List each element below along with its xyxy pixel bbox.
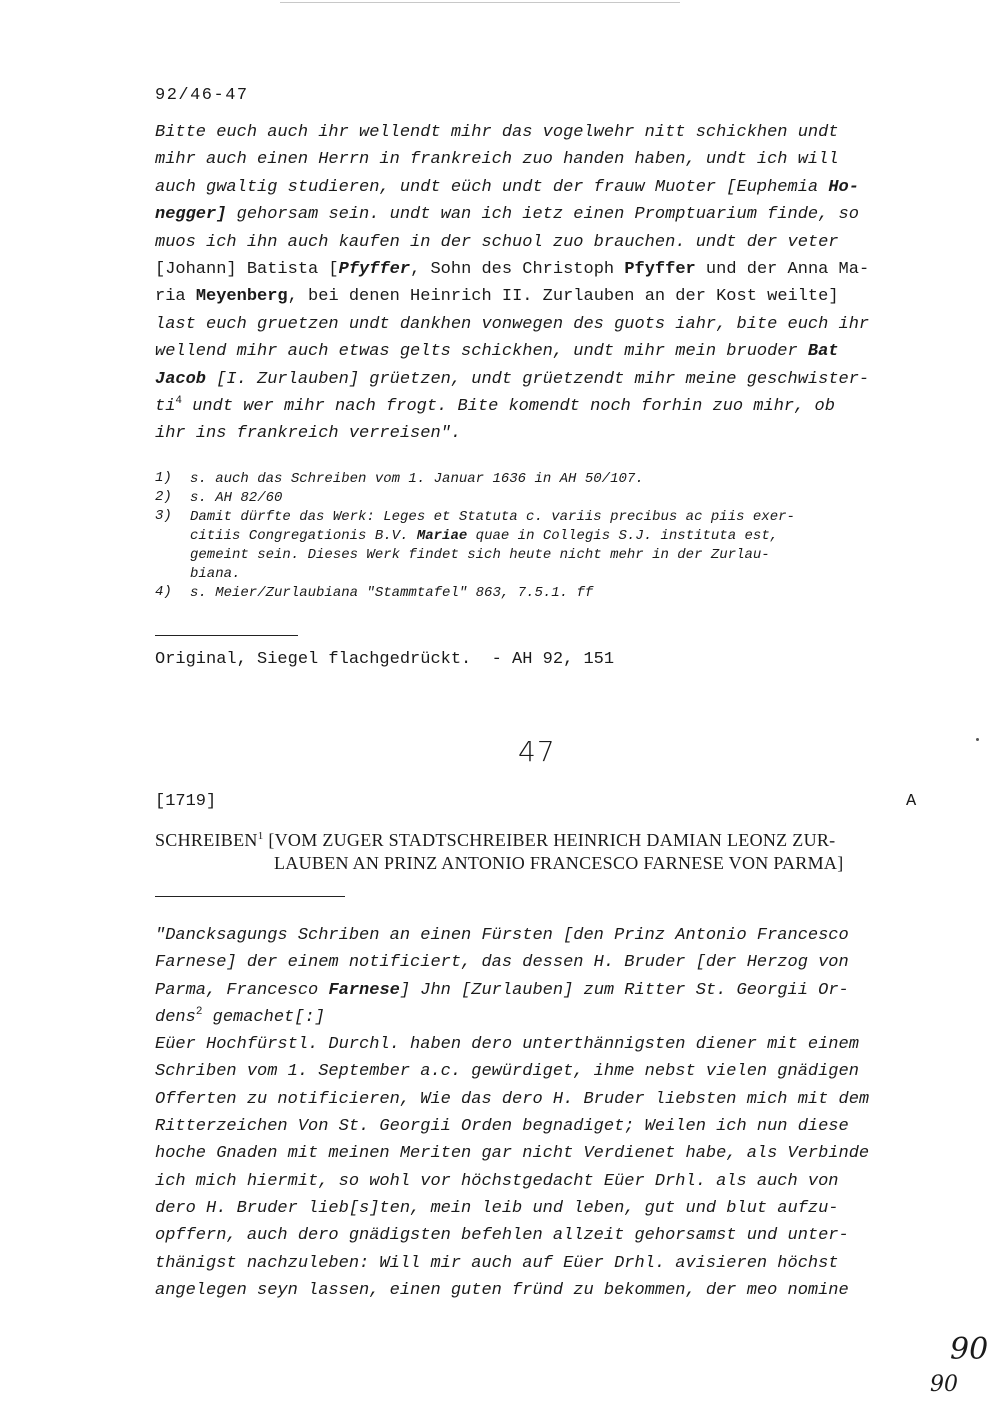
heading-divider <box>155 896 345 897</box>
text-line <box>155 1222 925 1249</box>
text-line <box>155 1250 925 1277</box>
text-run: Farnese] der einem notificiert, das dessen H. Bruder [der Herzog von <box>155 953 849 973</box>
text-run: quae in Collegis S.J. instituta est, <box>467 528 779 544</box>
text-line <box>155 1031 925 1058</box>
text-line <box>155 1113 925 1140</box>
letter-text-2 <box>155 922 925 1304</box>
text-run: "Dancksagungs Schriben an einen Fürsten [den Prinz Antonio Francesco <box>155 926 849 945</box>
footnote-mark: 4 <box>175 394 183 407</box>
text-line <box>155 420 925 447</box>
heading-line-2: LAUBEN AN PRINZ ANTONIO FRANCESCO FARNESE VON PARMA] <box>274 853 844 873</box>
footnote <box>155 489 925 508</box>
text-run: opffern, auch dero gnädigsten befehlen allzeit gehorsamst und unter- <box>155 1226 849 1246</box>
text-run: undt wer mihr nach frogt. Bite komendt noch forhin zuo mihr, ob <box>182 396 835 416</box>
handwritten-page-number-2: 90 <box>930 1372 958 1397</box>
text-run: s. AH 82/60 <box>190 490 283 506</box>
text-run: auch gwaltig studieren, undt eüch undt der frauw Muoter [Euphemia <box>155 177 829 197</box>
text-run: Offerten zu notificieren, Wie das dero H. Bruder liebsten mich mit dem <box>155 1089 870 1109</box>
top-edge-line <box>280 2 680 3</box>
text-line <box>155 338 925 365</box>
document-number: 47 <box>518 735 556 768</box>
name-bold: Pfyffer <box>338 259 411 279</box>
text-run: [I. Zurlauben] grüetzen, undt grüetzendt mihr meine geschwister- <box>206 369 870 389</box>
text-line <box>155 1004 925 1031</box>
text-run: Bitte euch auch ihr wellendt mihr das vogelwehr nitt schickhen undt <box>155 123 839 142</box>
document-heading <box>155 829 844 875</box>
text-line <box>155 256 925 283</box>
text-line <box>155 1058 925 1085</box>
text-run: gemachet[:] <box>202 1007 325 1027</box>
text-run: , bei denen Heinrich II. Zurlauben an der Kost weilte] <box>287 287 839 307</box>
text-run: angelegen seyn lassen, einen guten fründ zu bekommen, der meo nomine <box>155 1280 849 1300</box>
text-run: s. Meier/Zurlaubiana "Stammtafel" 863, 7.5.1. ff <box>190 585 594 601</box>
text-line <box>155 949 925 976</box>
text-run: Eüer Hochfürstl. Durchl. haben dero unterthännigsten diener mit einem <box>155 1035 859 1055</box>
name-bold: Meyenberg <box>195 287 288 307</box>
text-run: biana. <box>190 566 241 582</box>
text-run: ihr ins frankreich verreisen". <box>155 424 462 444</box>
text-line <box>155 201 925 228</box>
text-line <box>155 174 925 201</box>
text-line <box>155 977 925 1004</box>
footnote-number: 2) <box>155 489 172 505</box>
footnote-line <box>190 470 925 489</box>
page-reference: 92/46-47 <box>155 86 249 105</box>
footnote-line <box>190 489 925 508</box>
text-run: muos ich ihn auch kaufen in der schuol zuo brauchen. undt der veter <box>155 232 839 252</box>
text-run: hoche Gnaden mit meinen Meriten gar nicht Verdienet habe, als Verbinde <box>155 1144 870 1164</box>
text-run: s. auch das Schreiben vom 1. Januar 1636 in AH 50/107. <box>190 471 644 487</box>
text-line <box>155 119 925 146</box>
text-run: gemeint sein. Dieses Werk findet sich heute nicht mehr in der Zurlau- <box>190 547 770 563</box>
text-run: Damit dürfte das Werk: Leges et Statuta c. variis precibus ac piis exer- <box>190 509 795 525</box>
footnote-line <box>190 546 925 565</box>
text-line <box>155 1277 925 1304</box>
heading-footnote-mark: 1 <box>257 830 264 842</box>
text-run: , Sohn des Christoph <box>410 259 625 279</box>
name-bold: Bat <box>807 342 839 362</box>
text-line <box>155 283 925 310</box>
text-run: ich mich hiermit, so wohl vor höchstgedacht Eüer Drhl. als auch von <box>155 1171 839 1191</box>
document-letter-code: A <box>906 792 917 811</box>
text-run: dens <box>155 1007 196 1027</box>
text-line <box>155 1195 925 1222</box>
name-bold: Farnese <box>328 980 400 1000</box>
footnote-number: 3) <box>155 508 172 524</box>
text-run: gehorsam sein. undt wan ich ietz einen Promptuarium finde, so <box>226 205 859 225</box>
text-run: dero H. Bruder lieb[s]ten, mein leib und leben, gut und blut aufzu- <box>155 1198 839 1218</box>
text-line <box>155 311 925 338</box>
document-date: [1719] <box>155 792 217 811</box>
text-line <box>155 1086 925 1113</box>
name-bold: negger] <box>155 205 227 225</box>
text-run: ria <box>155 287 196 307</box>
footnote-mark: 2 <box>195 1005 203 1018</box>
footnote-line <box>190 584 925 603</box>
footnote <box>155 508 925 584</box>
text-line <box>155 229 925 256</box>
text-line <box>155 1140 925 1167</box>
name-bold: Pfyffer <box>624 259 696 279</box>
footnote-number: 4) <box>155 584 172 600</box>
heading-line-1: [VOM ZUGER STADTSCHREIBER HEINRICH DAMIAN LEONZ ZUR- <box>263 830 836 850</box>
text-run: [Johann] Batista [ <box>155 259 339 279</box>
text-run: last euch gruetzen undt dankhen vonwegen des guots iahr, bite euch ihr <box>155 314 870 334</box>
text-line <box>155 393 925 420</box>
text-line <box>155 1168 925 1195</box>
name-bold: Ho- <box>828 177 859 197</box>
letter-text-1 <box>155 119 925 448</box>
text-line <box>155 366 925 393</box>
source-divider <box>155 635 298 636</box>
source-note: Original, Siegel flachgedrückt. - AH 92, 151 <box>155 650 615 669</box>
footnote-line <box>190 508 925 527</box>
text-run: Ritterzeichen Von St. Georgii Orden begnadiget; Weilen ich nun diese <box>155 1117 849 1137</box>
text-run: mihr auch einen Herrn in frankreich zuo handen haben, undt ich will <box>155 150 839 170</box>
speck <box>976 738 979 741</box>
text-run: und der Anna Ma- <box>695 259 870 279</box>
text-run: citiis Congregationis B.V. <box>190 528 417 544</box>
text-run: ] Jhn [Zurlauben] zum Ritter St. Georgii Or- <box>399 980 849 1000</box>
text-run: wellend mihr auch etwas gelts schickhen, undt mihr mein bruoder <box>155 342 808 362</box>
heading-prefix: SCHREIBEN <box>155 830 258 850</box>
text-run: thänigst nachzuleben: Will mir auch auf Eüer Drhl. avisieren höchst <box>155 1253 839 1273</box>
text-run: ti <box>155 396 176 416</box>
footnote <box>155 470 925 489</box>
handwritten-page-number: 90 <box>950 1332 989 1367</box>
text-line <box>155 922 925 949</box>
text-line <box>155 146 925 173</box>
footnote-number: 1) <box>155 470 172 486</box>
name-bold: Jacob <box>155 369 207 389</box>
footnote-line <box>190 565 925 584</box>
footnote-line <box>190 527 925 546</box>
footnotes <box>155 470 925 603</box>
name-bold: Mariae <box>416 528 468 544</box>
text-run: Schriben vom 1. September a.c. gewürdiget, ihme nebst vielen gnädigen <box>155 1062 859 1082</box>
text-run: Parma, Francesco <box>155 980 329 1000</box>
footnote <box>155 584 925 603</box>
